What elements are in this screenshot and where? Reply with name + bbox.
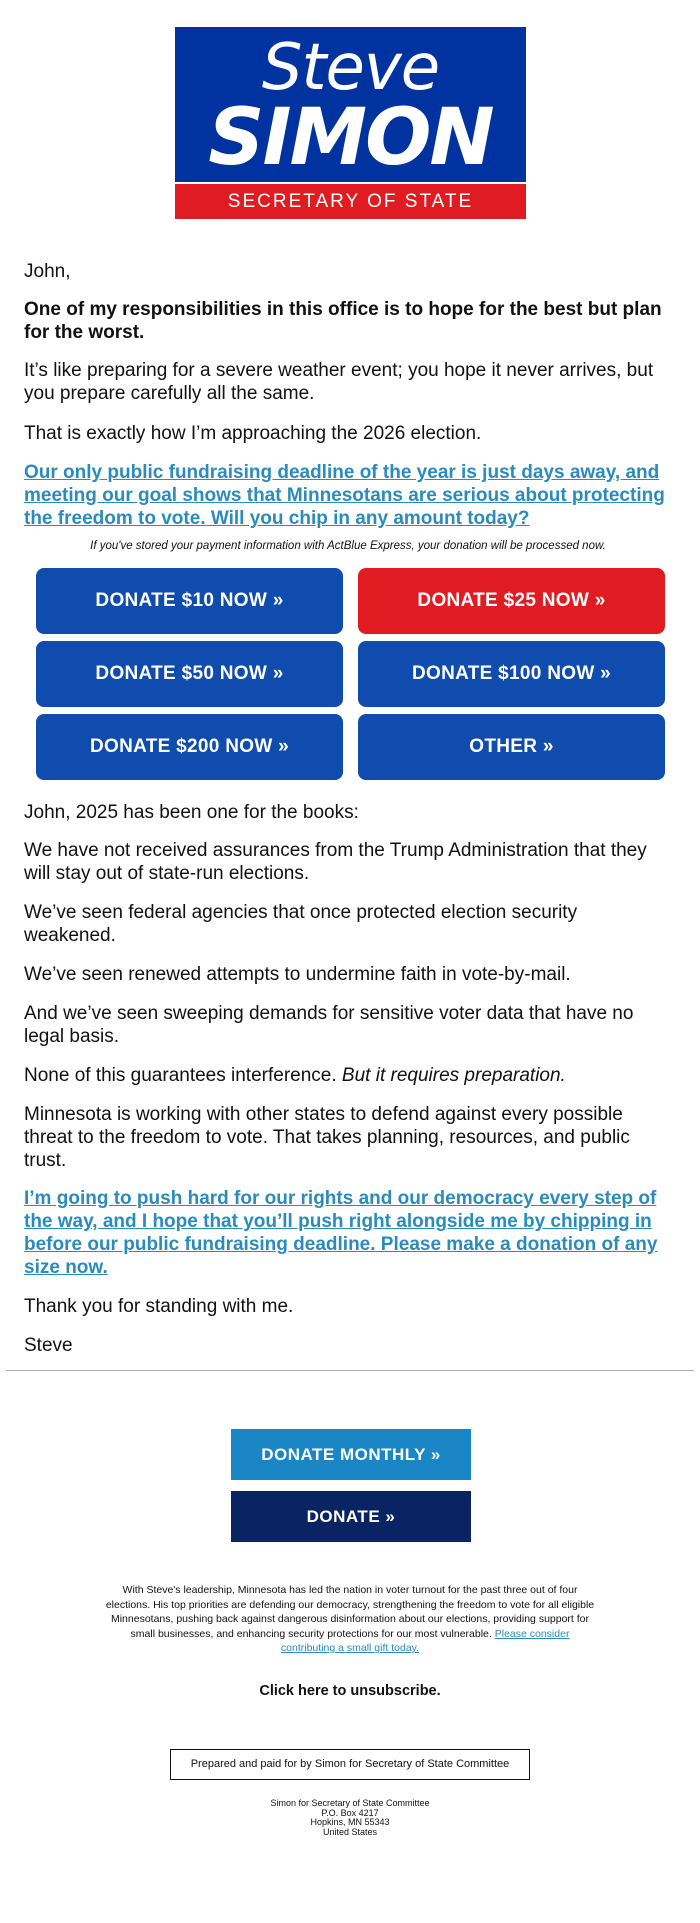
signature: Steve [24, 1335, 73, 1356]
greeting: John, [24, 261, 71, 282]
donate-25-button[interactable]: DONATE $25 NOW » [358, 568, 665, 634]
paragraph-voter-data: And we’ve seen sweeping demands for sensitive voter data that have no legal basis. [24, 1003, 634, 1047]
paragraph-weather: It’s like preparing for a severe weather event; you hope it never arrives, but you prepare carefully all the same. [24, 360, 654, 404]
unsubscribe-link[interactable]: Click here to unsubscribe. [259, 1683, 441, 1699]
donate-10-button[interactable]: DONATE $10 NOW » [36, 568, 343, 634]
donate-100-button[interactable]: DONATE $100 NOW » [358, 641, 665, 707]
deadline-donate-link[interactable]: Our only public fundraising deadline of the year is just days away, and meeting our goal shows that Minnesotans are serious about protecting the freedom to vote. Will you chip in any amount today? [24, 462, 665, 529]
footer-divider [6, 1370, 694, 1371]
address-line: Hopkins, MN 55343 [310, 1817, 390, 1827]
push-hard-donate-link[interactable]: I’m going to push hard for our rights and our democracy every step of the way, and I hope that you’ll push right alongside me by chipping in before our public fundraising deadline. Please make a donation of any size now. [24, 1188, 658, 1278]
blurb-text: With Steve's leadership, Minnesota has led the nation in voter turnout for the past three out of four elections. His top priorities are defending our democracy, strengthening the freedom to vote for all eligible Minnesotans, pushing back against dangerous disinformation about our elections, providing support for small businesses, and enhancing security protections for our most vulnerable. [105, 1584, 595, 1640]
lead-paragraph: One of my responsibilities in this office is to hope for the best but plan for the worst. [24, 299, 662, 343]
campaign-logo [175, 27, 526, 219]
preparation-plain: None of this guarantees interference. [24, 1065, 342, 1086]
donate-200-button[interactable]: DONATE $200 NOW » [36, 714, 343, 780]
actblue-note: If you've stored your payment information with ActBlue Express, your donation will be processed now. [90, 540, 606, 552]
address-line: Simon for Secretary of State Committee [270, 1798, 430, 1808]
donate-monthly-button[interactable]: DONATE MONTHLY » [231, 1429, 471, 1480]
logo-first-name: Steve [261, 31, 440, 105]
logo-last-name: SIMON [208, 93, 493, 183]
donate-other-button[interactable]: OTHER » [358, 714, 665, 780]
paragraph-2025: John, 2025 has been one for the books: [24, 802, 359, 823]
address-line: United States [322, 1826, 378, 1837]
closing-line: Thank you for standing with me. [24, 1296, 294, 1317]
donate-button[interactable]: DONATE » [231, 1491, 471, 1542]
donate-50-button[interactable]: DONATE $50 NOW » [36, 641, 343, 707]
address-line: P.O. Box 4217 [321, 1807, 379, 1818]
logo-office-banner: SECRETARY OF STATE [175, 184, 526, 219]
footer-blurb [104, 1583, 596, 1656]
small-gift-link[interactable]: Please consider contributing a small gift today. [280, 1627, 570, 1654]
paid-for-disclaimer: Prepared and paid for by Simon for Secretary of State Committee [170, 1749, 530, 1780]
mailing-address [0, 1799, 700, 1837]
paragraph-preparation [24, 1064, 672, 1087]
paragraph-2026: That is exactly how I’m approaching the 2026 election. [24, 423, 482, 444]
preparation-italic: But it requires preparation. [341, 1065, 566, 1086]
paragraph-vote-by-mail: We’ve seen renewed attempts to undermine faith in vote-by-mail. [24, 964, 571, 985]
paragraph-states: Minnesota is working with other states to defend against every possible threat to the freedom to vote. That takes planning, resources, and public trust. [24, 1104, 630, 1171]
paragraph-assurances: We have not received assurances from the Trump Administration that they will stay out of state-run elections. [24, 840, 647, 884]
paragraph-agencies: We’ve seen federal agencies that once protected election security weakened. [24, 902, 578, 946]
